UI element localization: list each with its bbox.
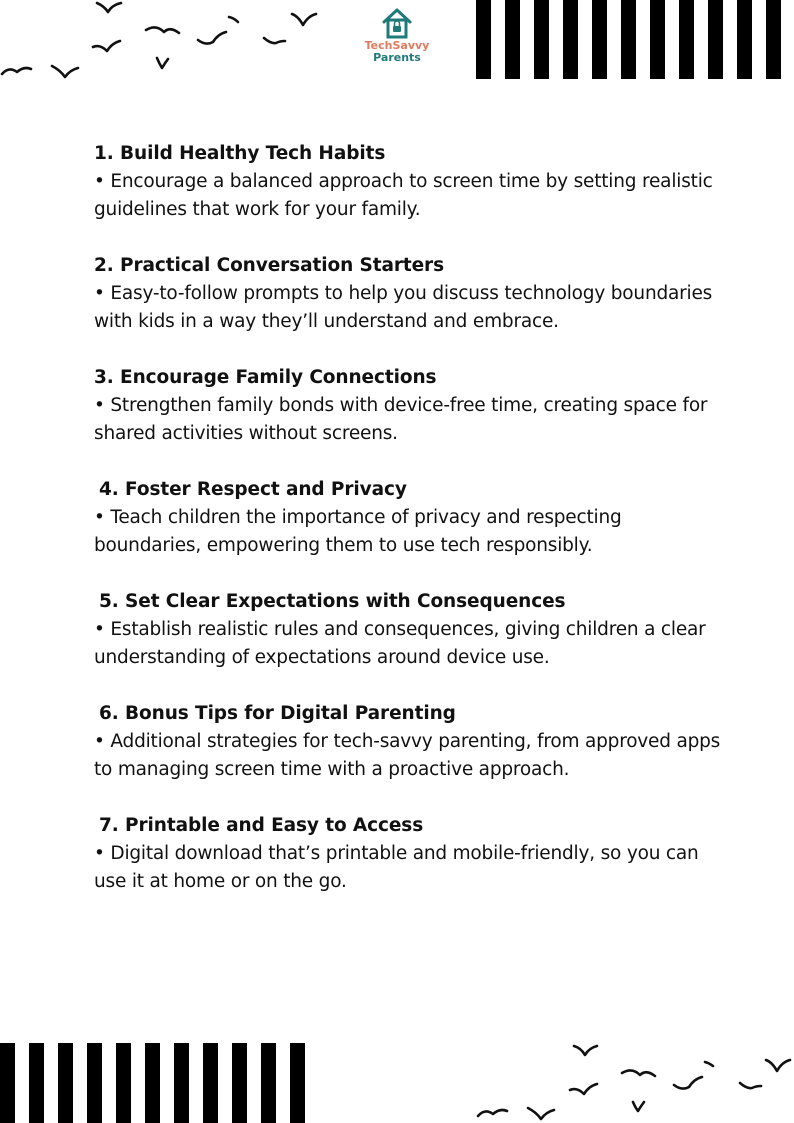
bird-icon [528, 1108, 554, 1119]
section-heading: 7. Printable and Easy to Access [99, 815, 424, 836]
feature-section [94, 140, 724, 224]
section-body: • Additional strategies for tech-savvy parenting, from approved apps to managing screen time with a proactive approach. [94, 731, 721, 780]
bird-icon [198, 32, 226, 44]
birds-decoration-top [0, 0, 330, 90]
feature-list [94, 140, 724, 924]
birds-decoration-bottom [470, 1038, 794, 1123]
bird-icon [478, 1110, 507, 1116]
bird-icon [146, 27, 179, 33]
feature-section [94, 588, 724, 672]
section-body: • Establish realistic rules and consequences, giving children a clear understanding of expectations around device use. [94, 619, 706, 668]
bird-icon [2, 68, 31, 74]
feature-section [94, 812, 724, 896]
bird-icon [264, 38, 285, 43]
bird-icon [97, 3, 121, 12]
feature-section [94, 476, 724, 560]
section-heading: 1. Build Healthy Tech Habits [94, 143, 386, 164]
bird-icon [574, 1046, 597, 1055]
section-heading: 6. Bonus Tips for Digital Parenting [99, 703, 456, 724]
bird-icon [674, 1077, 702, 1089]
logo-text-techsavvy: TechSavvy [364, 39, 430, 52]
stripes-decoration-bottom [0, 1043, 320, 1123]
bird-icon [622, 1070, 655, 1076]
section-body: • Digital download that’s printable and mobile-friendly, so you can use it at home or on the go. [94, 843, 699, 892]
section-body: • Easy-to-follow prompts to help you discuss technology boundaries with kids in a way they’ll understand and embrace. [94, 283, 713, 332]
brand-logo [357, 6, 437, 64]
section-heading: 3. Encourage Family Connections [94, 367, 437, 388]
house-lock-icon [380, 6, 414, 40]
bird-icon [705, 1062, 713, 1066]
bird-icon [570, 1084, 597, 1094]
bird-icon [52, 66, 78, 77]
section-body: • Encourage a balanced approach to screen time by setting realistic guidelines that work for your family. [94, 171, 713, 220]
bird-icon [157, 58, 168, 68]
bird-icon [292, 14, 316, 25]
bird-icon [740, 1083, 761, 1088]
section-body: • Strengthen family bonds with device-free time, creating space for shared activities without screens. [94, 395, 708, 444]
bird-icon [93, 41, 120, 51]
section-heading: 5. Set Clear Expectations with Consequences [99, 591, 566, 612]
bird-icon [766, 1060, 790, 1071]
bird-icon [229, 17, 238, 22]
feature-section [94, 364, 724, 448]
feature-section [94, 252, 724, 336]
bird-icon [633, 1102, 644, 1111]
section-heading: 4. Foster Respect and Privacy [99, 479, 407, 500]
stripes-decoration-top [476, 0, 794, 79]
feature-section [94, 700, 724, 784]
logo-text-parents: Parents [373, 51, 421, 64]
section-heading: 2. Practical Conversation Starters [94, 255, 444, 276]
section-body: • Teach children the importance of privacy and respecting boundaries, empowering them to use tech responsibly. [94, 507, 622, 556]
